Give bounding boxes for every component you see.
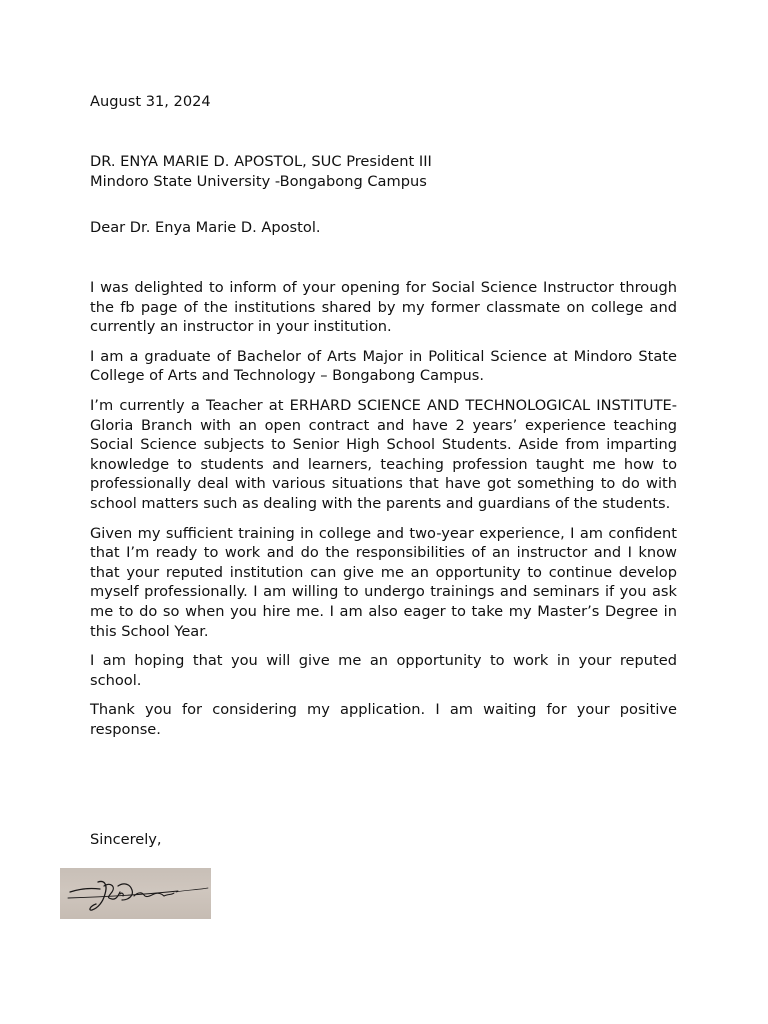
body-paragraph: Thank you for considering my application. I am waiting for your positive response. <box>90 701 677 738</box>
letter-date: August 31, 2024 <box>90 93 211 110</box>
letter-body <box>90 278 677 749</box>
closing: Sincerely, <box>90 831 162 848</box>
recipient-name-title: DR. ENYA MARIE D. APOSTOL, SUC President III <box>90 153 432 170</box>
body-paragraph: I’m currently a Teacher at ERHARD SCIENCE AND TECHNOLOGICAL INSTITUTE- Gloria Branch with an open contract and have 2 years’ experience teaching Social Science subjects to Senior High School Students. Aside from imparting knowledge to students and learners, teaching profession taught me how to professionally deal with various situations that have got something to do with school matters such as dealing with the parents and guardians of the students. <box>90 396 677 512</box>
body-paragraph: I was delighted to inform of your opening for Social Science Instructor through the fb page of the institutions shared by my former classmate on college and currently an instructor in your institution. <box>90 279 677 336</box>
body-paragraph: I am a graduate of Bachelor of Arts Major in Political Science at Mindoro State College of Arts and Technology – Bongabong Campus. <box>90 347 677 385</box>
signature-image <box>60 868 211 919</box>
body-paragraph: I am hoping that you will give me an opportunity to work in your reputed school. <box>90 652 677 689</box>
salutation: Dear Dr. Enya Marie D. Apostol. <box>90 219 321 236</box>
signature-stroke <box>60 868 211 919</box>
recipient-address <box>90 152 677 191</box>
recipient-institution: Mindoro State University -Bongabong Campus <box>90 172 427 190</box>
body-paragraph: Given my sufficient training in college and two-year experience, I am confident that I’m ready to work and do the responsibilities of an instructor and I know that your reputed institution can give me an opportunity to continue develop myself professionally. I am willing to undergo trainings and seminars if you ask me to do so when you hire me. I am also eager to take my Master’s Degree in this School Year. <box>90 524 677 640</box>
